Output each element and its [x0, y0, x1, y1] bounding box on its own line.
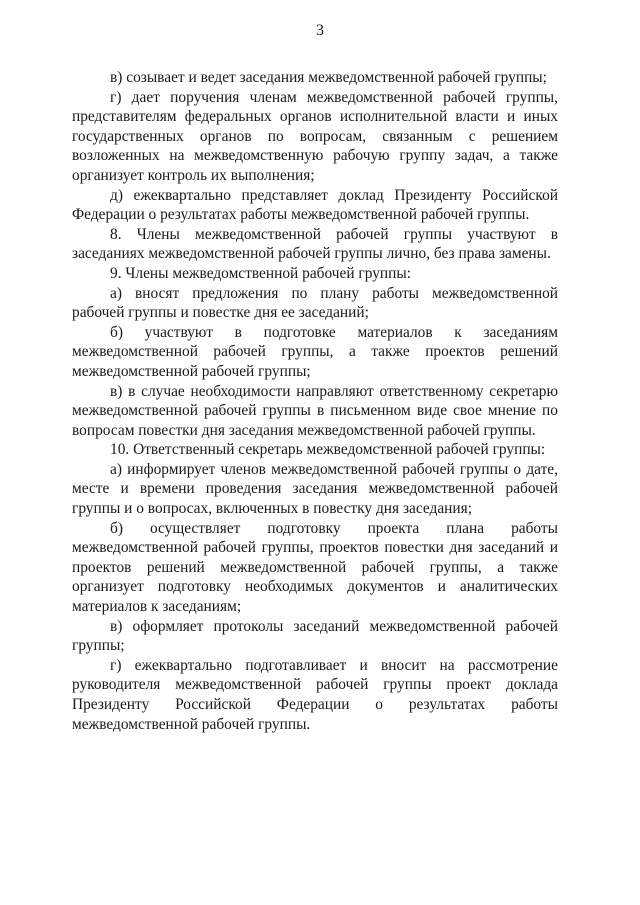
paragraph-10: 10. Ответственный секретарь межведомственной рабочей группы:: [110, 441, 546, 459]
paragraph-9: 9. Члены межведомственной рабочей группы:: [110, 264, 412, 282]
paragraph-9a: а) вносят предложения по плану работы межведомственной рабочей группы и повестке дня ее заседаний;: [72, 284, 558, 322]
document-body: [72, 68, 558, 734]
paragraph-9v: в) в случае необходимости направляют ответственному секретарю межведомственной рабочей группы в письменном виде свое мнение по вопросам повестки дня заседания межведомственной рабочей группы.: [72, 382, 558, 439]
paragraph-10b: б) осуществляет подготовку проекта плана работы межведомственной рабочей группы, проектов повестки дня заседаний и проектов решений межведомственной рабочей группы, а также организует подготовку необходимых документов и аналитических материалов к заседаниям;: [72, 519, 558, 616]
paragraph-10v: в) оформляет протоколы заседаний межведомственной рабочей группы;: [72, 617, 558, 655]
page-number: 3: [316, 22, 324, 39]
paragraph-7d: д) ежеквартально представляет доклад Президенту Российской Федерации о результатах работы межведомственной рабочей группы.: [72, 186, 558, 224]
paragraph-10g: г) ежеквартально подготавливает и вносит на рассмотрение руководителя межведомственной рабочей группы проект доклада Президенту Российской Федерации о результатах работы межведомственной рабочей группы.: [72, 656, 558, 733]
paragraph-8: 8. Члены межведомственной рабочей группы участвуют в заседаниях межведомственной рабочей группы лично, без права замены.: [72, 225, 558, 263]
paragraph-9b: б) участвуют в подготовке материалов к заседаниям межведомственной рабочей группы, а также проектов решений межведомственной рабочей группы;: [72, 323, 558, 380]
paragraph-7g: г) дает поручения членам межведомственной рабочей группы, представителям федеральных органов исполнительной власти и иных государственных органов по вопросам, связанным с решением возложенных на межведомственную рабочую группу задач, а также организует контроль их выполнения;: [72, 88, 558, 184]
paragraph-10a: а) информирует членов межведомственной рабочей группы о дате, месте и времени проведения заседания межведомственной рабочей группы и о вопросах, включенных в повестку дня заседания;: [72, 460, 558, 518]
paragraph-7v: в) созывает и ведет заседания межведомственной рабочей группы;: [110, 69, 547, 86]
